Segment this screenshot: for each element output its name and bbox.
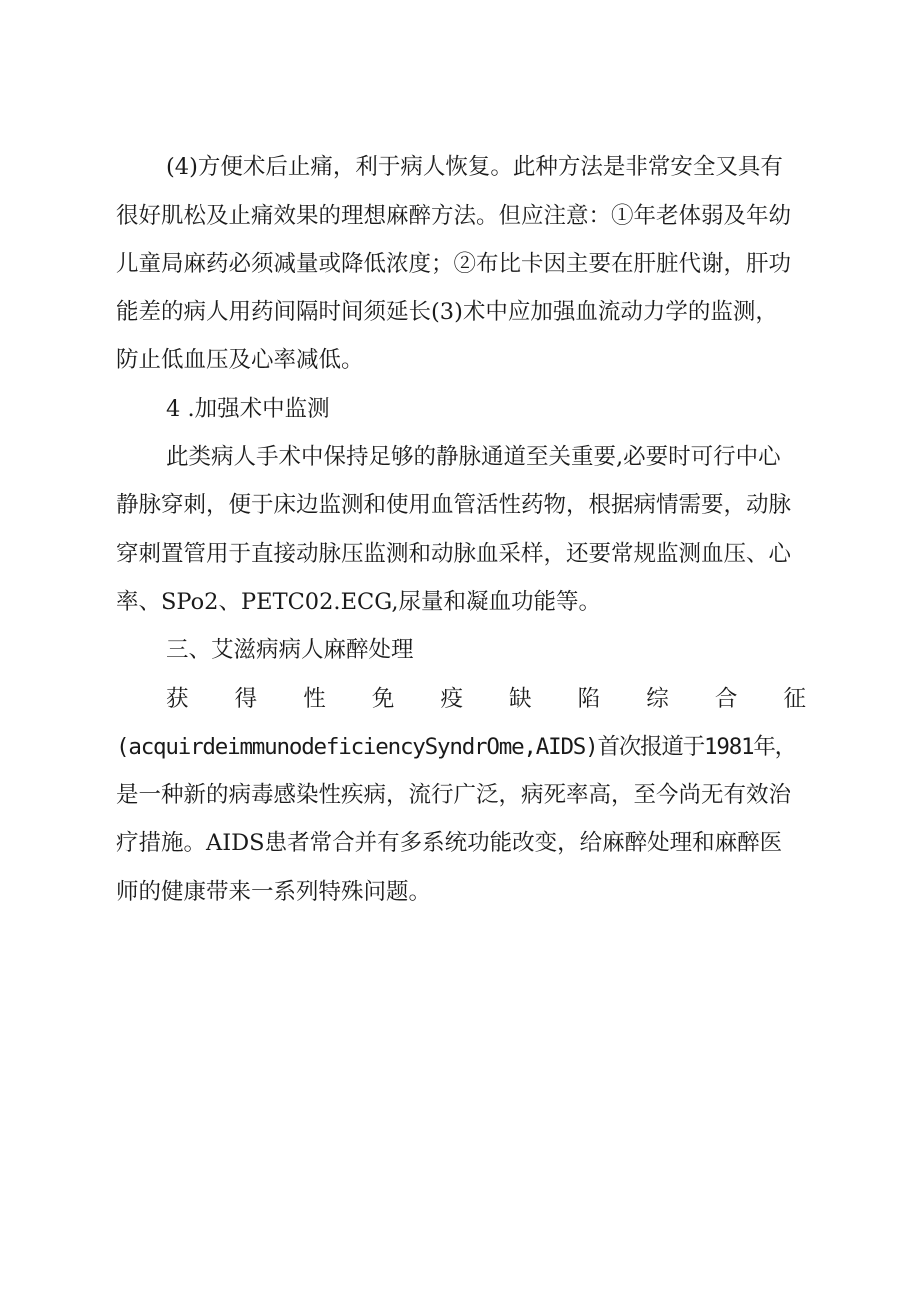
paragraph-line: 是一种新的病毒感染性疾病，流行广泛，病死率高，至今尚无有效治	[116, 782, 792, 808]
paragraph-line: 师的健康带来一系列特殊问题。	[116, 879, 432, 905]
paragraph-line: 率、SPo2、PETC02.ECG,尿量和凝血功能等。	[116, 589, 602, 615]
paragraph-line: 防止低血压及心率减低。	[116, 347, 364, 373]
paragraph-line: 能差的病人用药间隔时间须延长(3)术中应加强血流动力学的监测，	[116, 299, 778, 325]
paragraph-line: (acquirdeimmunodeficiencySyndrOme,AIDS)首次报道于1981年，	[116, 734, 796, 760]
paragraph-line: 获 得 性 免 疫 缺 陷 综 合 征	[166, 686, 806, 712]
paragraph-line: 疗措施。AIDS患者常合并有多系统功能改变，给麻醉处理和麻醉医	[116, 830, 783, 856]
paragraph-line: 静脉穿刺，便于床边监测和使用血管活性药物，根据病情需要，动脉	[116, 492, 792, 518]
paragraph-line: 儿童局麻药必须减量或降低浓度；②布比卡因主要在肝脏代谢，肝功	[116, 251, 792, 277]
section-heading: 4 .加强术中监测	[166, 396, 330, 422]
paragraph-line: 很好肌松及止痛效果的理想麻醉方法。但应注意：①年老体弱及年幼	[116, 203, 792, 229]
section-heading: 三、艾滋病病人麻醉处理	[166, 637, 414, 663]
paragraph-line: 此类病人手术中保持足够的静脉通道至关重要,必要时可行中心	[166, 444, 781, 470]
paragraph-line: 穿刺置管用于直接动脉压监测和动脉血采样，还要常规监测血压、心	[116, 541, 792, 567]
paragraph-line: (4)方便术后止痛，利于病人恢复。此种方法是非常安全又具有	[166, 154, 783, 180]
